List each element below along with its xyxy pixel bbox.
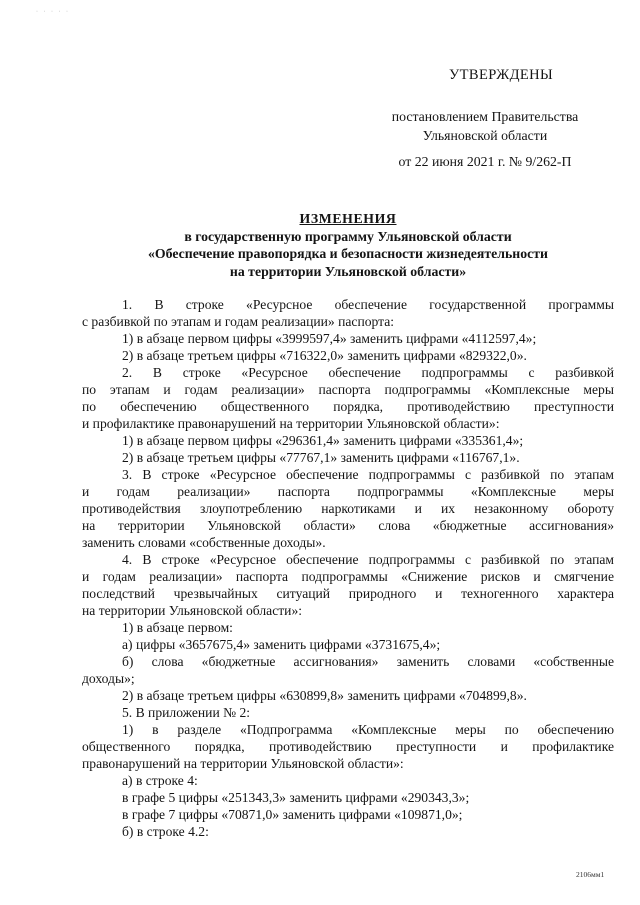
body-line: 5. В приложении № 2: (122, 705, 251, 720)
body-line: 2) в абзаце третьем цифры «77767,1» заменить цифрами «116767,1». (122, 450, 520, 465)
decree-line-2: Ульяновской области (422, 128, 548, 143)
body-line: 4. В строке «Ресурсное обеспечение подпрограммы с разбивкой по этапам (122, 552, 614, 567)
decree-reference (360, 107, 610, 145)
body-line: в графе 5 цифры «251343,3» заменить цифрами «290343,3»; (122, 790, 470, 805)
decree-line-1: постановлением Правительства (391, 109, 579, 124)
body-line: на территории Ульяновской области» слова «бюджетные ассигнования» (82, 518, 614, 533)
body-line: доходы»; (82, 671, 135, 686)
body-line: правонарушений на территории Ульяновской области»: (82, 756, 404, 771)
body-line: 1) в абзаце первом цифры «3999597,4» заменить цифрами «4112597,4»; (122, 331, 537, 346)
body-line: и годам реализации» паспорта подпрограммы «Снижение рисков и смягчение (82, 569, 614, 584)
body-line: и профилактике правонарушений на территории Ульяновской области»: (82, 416, 500, 431)
body-line: 2) в абзаце третьем цифры «716322,0» заменить цифрами «829322,0». (122, 348, 527, 363)
body-line: 1. В строке «Ресурсное обеспечение государственной программы (122, 297, 614, 312)
body-line: по обеспечению общественного порядка, противодействию преступности (82, 399, 614, 414)
body-line: 2) в абзаце третьем цифры «630899,8» заменить цифрами «704899,8». (122, 688, 527, 703)
body-line: 1) в абзаце первом цифры «296361,4» заменить цифрами «335361,4»; (122, 433, 524, 448)
title-line-2: в государственную программу Ульяновской области (184, 228, 512, 244)
body-line: а) в строке 4: (122, 773, 198, 788)
approval-stamp-heading: УТВЕРЖДЕНЫ (449, 67, 554, 83)
body-line: заменить словами «собственные доходы». (82, 535, 326, 550)
body-line: 3. В строке «Ресурсное обеспечение подпрограммы с разбивкой по этапам (122, 467, 614, 482)
title-heading: ИЗМЕНЕНИЯ (299, 211, 397, 226)
decree-date: от 22 июня 2021 г. № 9/262-П (398, 154, 572, 169)
body-line: по этапам и годам реализации» паспорта подпрограммы «Комплексные меры (82, 382, 614, 397)
body-line: общественного порядка, противодействию преступности и профилактике (82, 739, 614, 754)
body-line: 1) в абзаце первом: (122, 620, 233, 635)
body-line: а) цифры «3657675,4» заменить цифрами «3731675,4»; (122, 637, 441, 652)
title-line-4: на территории Ульяновской области» (229, 263, 467, 279)
body-line: с разбивкой по этапам и годам реализации» паспорта: (82, 314, 395, 329)
body-line: 1) в разделе «Подпрограмма «Комплексные меры по обеспечению (122, 722, 614, 737)
document-title (82, 210, 614, 280)
body-line: противодействия злоупотреблению наркотиками и их незаконному обороту (82, 501, 614, 516)
document-body (82, 296, 614, 840)
body-line: б) слова «бюджетные ассигнования» заменить словами «собственные (122, 654, 614, 669)
corner-scan-marks: · · · · · (36, 9, 70, 15)
body-line: 2. В строке «Ресурсное обеспечение подпрограммы с разбивкой (122, 365, 614, 380)
body-line: в графе 7 цифры «70871,0» заменить цифрами «109871,0»; (122, 807, 463, 822)
document-code: 2106мм1 (576, 870, 605, 879)
body-line: и годам реализации» паспорта подпрограммы «Комплексные меры (82, 484, 614, 499)
body-line: последствий чрезвычайных ситуаций природного и техногенного характера (82, 586, 614, 601)
body-line: б) в строке 4.2: (122, 824, 209, 839)
body-line: на территории Ульяновской области»: (82, 603, 303, 618)
title-line-3: «Обеспечение правопорядка и безопасности жизнедеятельности (147, 246, 548, 261)
